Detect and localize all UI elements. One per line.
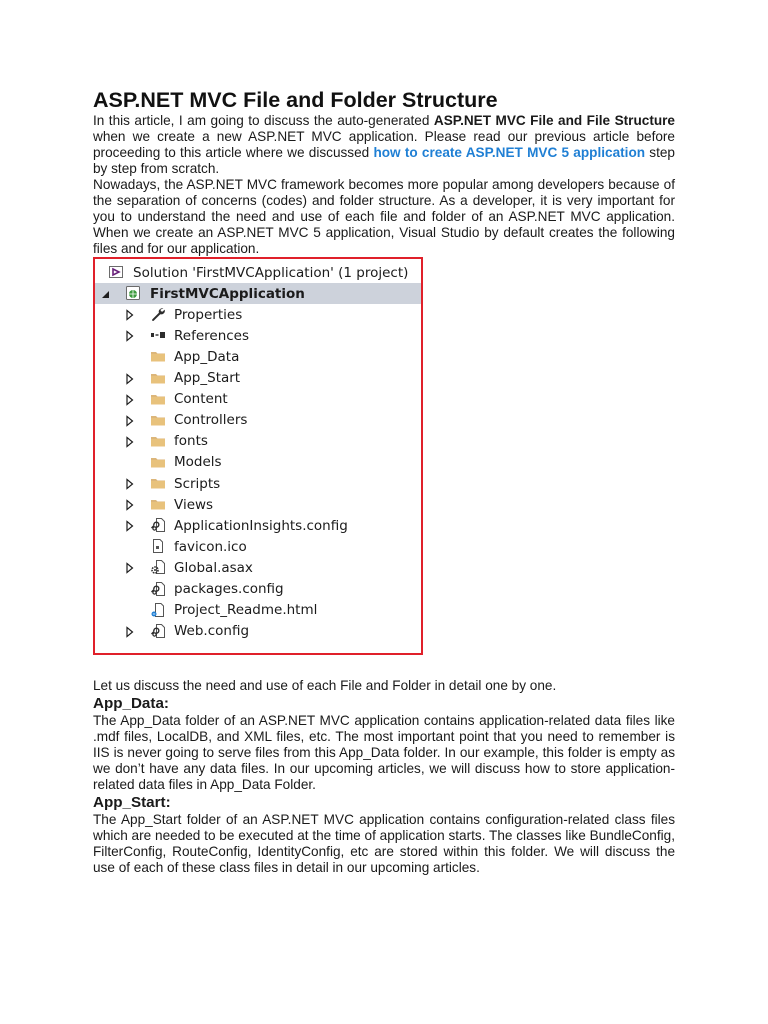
tree-item-label: fonts [174, 433, 208, 450]
tree-item-label: packages.config [174, 581, 284, 597]
app-data-heading: App_Data: [93, 695, 169, 712]
folder-icon [150, 496, 166, 512]
config-file-icon [150, 581, 166, 597]
folder-icon [150, 348, 166, 364]
app-start-paragraph: The App_Start folder of an ASP.NET MVC application contains configuration-related class files which are needed to be executed at the time of application starts. The classes like BundleConfig, FilterConfig, RouteConfig, IdentityConfig, etc are stored within this folder. We will discuss the use of each of these class files in detail in our upcoming articles. [93, 812, 675, 875]
tree-item[interactable] [95, 325, 421, 346]
collapsed-arrow-icon[interactable] [125, 330, 135, 342]
tree-item-label: Controllers [174, 412, 248, 429]
folder-icon [150, 454, 166, 470]
image-file-icon [150, 538, 166, 554]
solution-icon [108, 264, 124, 280]
tree-item[interactable] [95, 494, 421, 515]
collapsed-arrow-icon[interactable] [125, 436, 135, 448]
tree-item[interactable] [95, 621, 421, 642]
intro-text-1: In this article, I am going to discuss the auto-generated [93, 113, 434, 128]
tree-item[interactable] [95, 579, 421, 600]
folder-icon [150, 433, 166, 449]
collapsed-arrow-icon[interactable] [125, 373, 135, 385]
collapsed-arrow-icon[interactable] [125, 562, 135, 574]
folder-icon [150, 412, 166, 428]
collapsed-arrow-icon[interactable] [125, 394, 135, 406]
tree-item[interactable] [95, 473, 421, 494]
tree-item-label: Scripts [174, 475, 221, 492]
tree-item-label: favicon.ico [174, 538, 247, 555]
tree-item-label: App_Start [174, 370, 241, 386]
collapsed-arrow-icon[interactable] [125, 478, 135, 490]
config-file-icon [150, 623, 166, 639]
tree-item-label: Web.config [174, 623, 250, 640]
app-start-heading: App_Start: [93, 794, 171, 811]
tree-item[interactable] [95, 515, 421, 536]
tree-item-label: References [174, 327, 250, 344]
tree-item[interactable] [95, 410, 421, 431]
collapsed-arrow-icon[interactable] [125, 520, 135, 532]
collapsed-arrow-icon[interactable] [125, 499, 135, 511]
solution-row[interactable] [95, 262, 421, 283]
tree-item[interactable] [95, 431, 421, 452]
intro-paragraph [93, 113, 675, 177]
tree-item[interactable] [95, 536, 421, 557]
article-title: ASP.NET MVC File and Folder Structure [93, 88, 498, 112]
intro-text-3: step by step from scratch. [93, 145, 675, 176]
tree-item-label: Models [174, 454, 222, 471]
tree-item-label: Global.asax [174, 559, 253, 576]
tree-item[interactable] [95, 389, 421, 410]
config-file-icon [150, 517, 166, 533]
intro-text-2: when we create a new ASP.NET MVC application. Please read our previous article before proceeding to this article where we discussed [93, 129, 675, 160]
tree-item[interactable] [95, 346, 421, 367]
tree-item[interactable] [95, 557, 421, 578]
intro-bold-text: ASP.NET MVC File and File Structure [433, 113, 675, 128]
overview-paragraph: Nowadays, the ASP.NET MVC framework becomes more popular among developers because of the separation of concerns (codes) and folder structure. As a developer, it is very important for you to understand the need and use of each file and folder of an ASP.NET MVC application. When we create an ASP.NET MVC 5 application, Visual Studio by default creates the following files and for our application. [93, 177, 675, 256]
web-project-icon [125, 285, 141, 301]
tree-item-label: App_Data [174, 348, 240, 365]
html-file-icon [150, 602, 166, 618]
tree-item[interactable] [95, 600, 421, 621]
collapsed-arrow-icon[interactable] [125, 309, 135, 321]
wrench-icon [150, 306, 166, 322]
tree-item[interactable] [95, 368, 421, 389]
tree-item-label: Project_Readme.html [174, 602, 318, 619]
tree-item-label: Content [174, 391, 228, 408]
project-label: FirstMVCApplication [150, 285, 305, 302]
tree-item[interactable] [95, 452, 421, 473]
tree-item-label: Properties [174, 306, 243, 323]
gear-file-icon [150, 559, 166, 575]
collapsed-arrow-icon[interactable] [125, 626, 135, 638]
discuss-paragraph: Let us discuss the need and use of each File and Folder in detail one by one. [93, 678, 557, 693]
folder-icon [150, 370, 166, 386]
folder-icon [150, 391, 166, 407]
project-row[interactable] [95, 283, 421, 304]
how-to-create-link[interactable]: how to create ASP.NET MVC 5 application [373, 145, 646, 160]
tree-item-label: ApplicationInsights.config [174, 517, 348, 534]
folder-icon [150, 475, 166, 491]
solution-explorer-figure [93, 257, 423, 655]
collapsed-arrow-icon[interactable] [125, 415, 135, 427]
app-data-paragraph: The App_Data folder of an ASP.NET MVC application contains application-related data files like .mdf files, LocalDB, and XML files, etc. The most important point that you need to remember is IIS is never going to serve files from this App_Data folder. In our example, this folder is empty as we don’t have any data files. In our upcoming articles, we will discuss how to store application-related data files in App_Data Folder. [93, 713, 675, 792]
solution-label: Solution 'FirstMVCApplication' (1 project) [133, 264, 409, 281]
references-icon [150, 327, 166, 343]
tree-item[interactable] [95, 304, 421, 325]
expanded-arrow-icon[interactable] [101, 288, 111, 300]
tree-item-label: Views [174, 496, 214, 513]
